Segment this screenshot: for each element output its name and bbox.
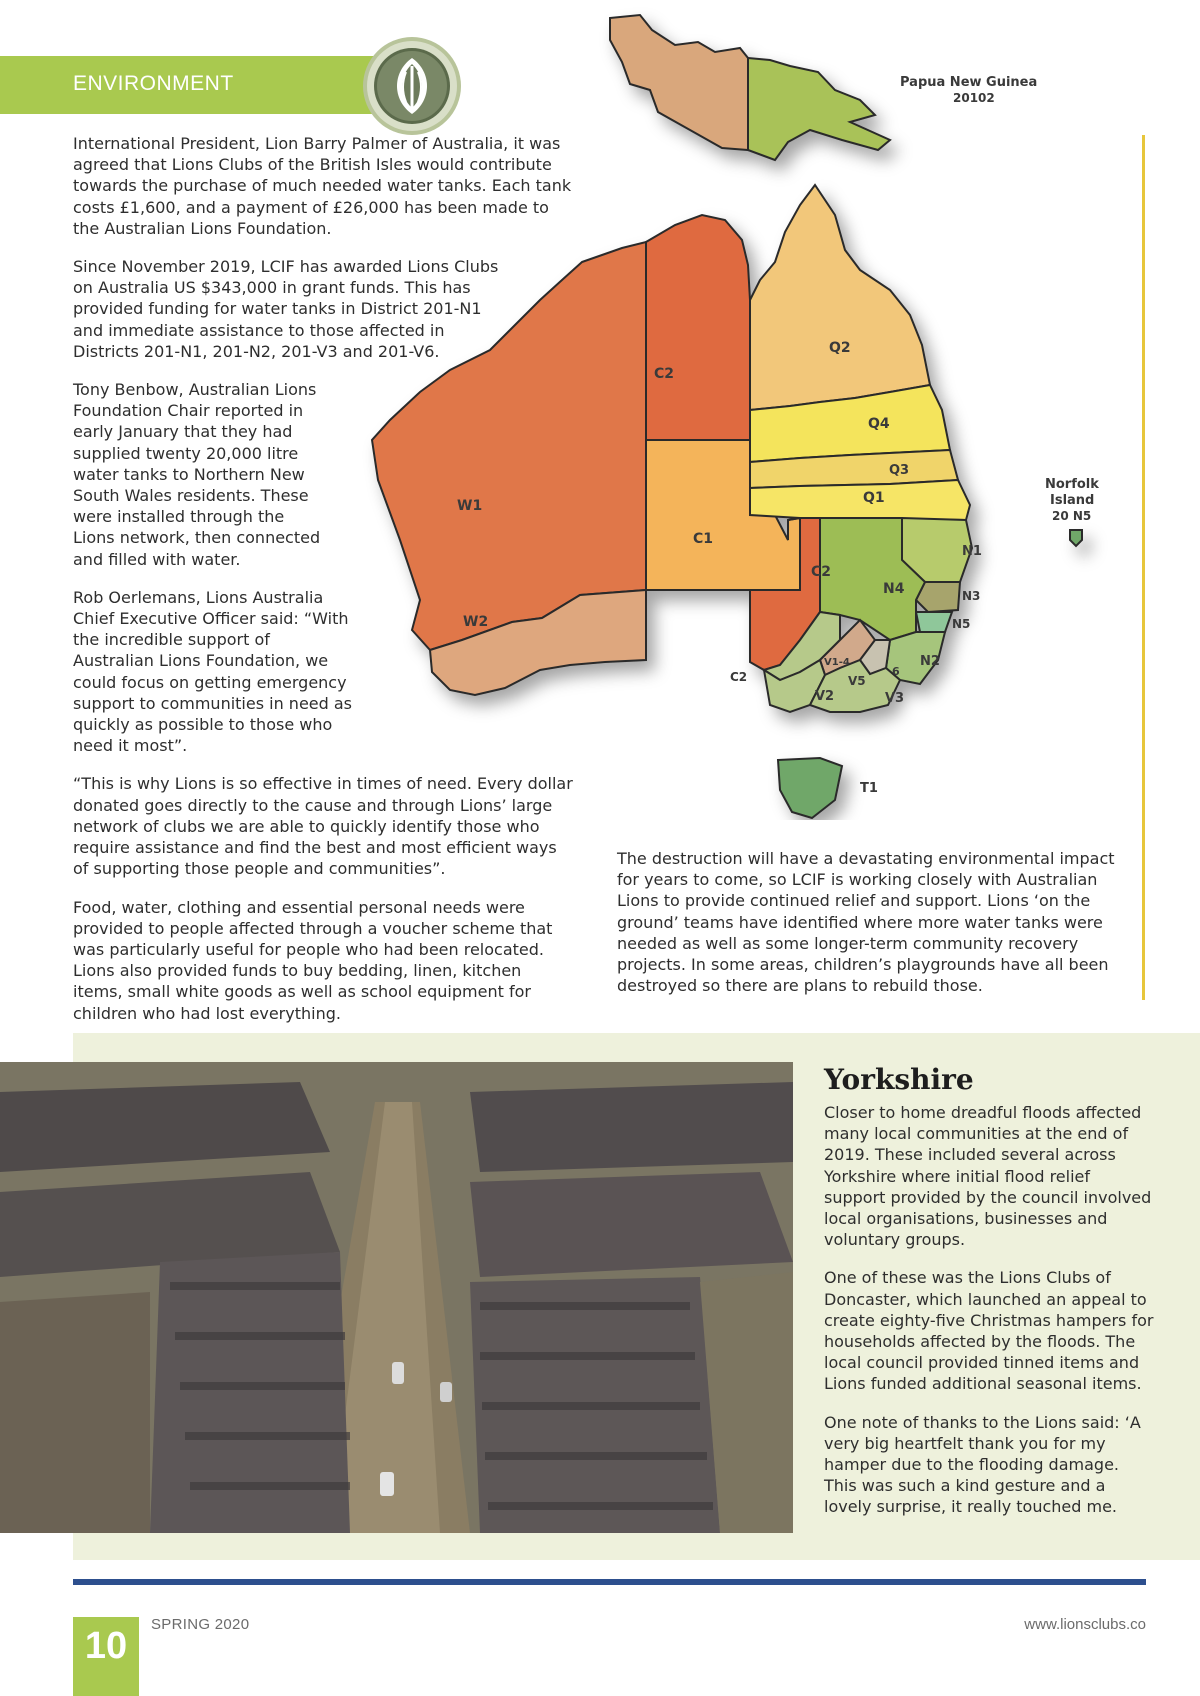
map-region-q2 — [750, 185, 930, 410]
footer-rule — [73, 1579, 1146, 1585]
map-label-w2: W2 — [463, 614, 489, 630]
map-region-png-east — [748, 58, 890, 160]
map-region-c2-north — [646, 215, 750, 440]
flooded-street-photo — [0, 1062, 793, 1533]
column-rule — [1142, 135, 1145, 1000]
map-label-c2-coast: C2 — [730, 670, 748, 684]
map-region-png-west — [610, 15, 748, 150]
article-left-column — [73, 133, 573, 1041]
article-paragraph: Since November 2019, LCIF has awarded Lions Clubs on Australia US $343,000 in grant funds. This has provided funding for water tanks in District 201-N1 and immediate assistance to those affected in Districts 201-N1, 201-N2, 201-V3 and 201-V6. — [73, 257, 499, 361]
map-label-n2: N2 — [920, 654, 940, 669]
map-label-n1: N1 — [962, 544, 982, 559]
article-paragraph: The destruction will have a devastating environmental impact for years to come, so LCIF is working closely with Australian Lions to provide continued relief and support. Lions ‘on the ground’ teams have identified where more water tanks were needed as well as some longer-term community recovery projects. In some areas, children’s playgrounds have all been destroyed so there are plans to rebuild those. — [617, 849, 1115, 996]
map-label-q4: Q4 — [868, 416, 890, 432]
map-label-norfolk-1: Norfolk — [1045, 477, 1099, 492]
map-label-c2-south: C2 — [811, 564, 832, 580]
map-label-c2: C2 — [654, 366, 675, 382]
map-region-norfolk — [1070, 530, 1082, 546]
map-label-png-code: 20102 — [953, 91, 995, 105]
map-label-6: 6 — [892, 665, 900, 678]
yorkshire-paragraph: One of these was the Lions Clubs of Doncaster, which launched an appeal to create eighty-five Christmas hampers for households affected by the floods. The local council provided tinned items and Lions funded additional seasonal items. — [824, 1268, 1154, 1394]
map-label-n3: N3 — [962, 589, 981, 603]
map-label-q1: Q1 — [863, 490, 885, 506]
section-title: ENVIRONMENT — [73, 72, 234, 95]
map-label-q3: Q3 — [889, 463, 910, 478]
article-paragraph: International President, Lion Barry Palmer of Australia, it was agreed that Lions Clubs of the British Isles would contribute towards the purchase of much needed water tanks. Each tank costs £1,600, and a payment of £26,000 has been made to the Australian Lions Foundation. — [73, 134, 572, 238]
map-label-q2: Q2 — [829, 340, 851, 356]
issue-label: SPRING 2020 — [151, 1616, 250, 1633]
map-label-norfolk-code: 20 N5 — [1052, 509, 1092, 523]
yorkshire-paragraph: One note of thanks to the Lions said: ‘A very big heartfelt thank you for my hamper due to the flooding damage. This was such a kind gesture and a lovely surprise, it really touched me. — [824, 1412, 1141, 1517]
map-label-v5: V5 — [848, 674, 866, 688]
map-label-n4: N4 — [883, 581, 905, 597]
map-region-n5 — [916, 612, 952, 632]
map-label-t1: T1 — [860, 781, 878, 796]
article-paragraph: “This is why Lions is so effective in times of need. Every dollar donated goes directly to the cause and through Lions’ large network of clubs we are able to quickly identify those who require assistance and find the best and most efficient ways of supporting those people and communities”. — [73, 774, 573, 879]
page-number: 10 — [84, 1625, 128, 1667]
yorkshire-heading: Yorkshire — [824, 1063, 974, 1096]
website-link[interactable]: www.lionsclubs.co — [1024, 1616, 1146, 1633]
yorkshire-article — [824, 1062, 1154, 1535]
map-label-v1-4: V1-4 — [824, 657, 850, 668]
yorkshire-paragraph: Closer to home dreadful floods affected many local communities at the end of 2019. These included several across Yorkshire where initial flood relief support provided by the council involved local organisations, businesses and voluntary groups. — [824, 1103, 1152, 1250]
map-region-t1 — [778, 758, 842, 818]
map-label-v3: V3 — [885, 691, 905, 706]
section-header — [0, 56, 378, 114]
article-paragraph: Rob Oerlemans, Lions Australia Chief Executive Officer said: “With the incredible support of Australian Lions Foundation, we could focus on getting emergency support to communities in need as quickly as possible to those who need it most”. — [73, 587, 353, 756]
map-label-png: Papua New Guinea — [900, 75, 1038, 90]
map-label-v2: V2 — [815, 689, 835, 704]
map-region-q1 — [750, 480, 970, 520]
article-right-column — [617, 848, 1117, 1013]
map-label-w1: W1 — [457, 498, 483, 514]
page-number-box — [73, 1617, 139, 1696]
map-label-c1: C1 — [693, 531, 714, 547]
article-paragraph: Food, water, clothing and essential personal needs were provided to people affected through a voucher scheme that was particularly useful for people who had been relocated. Lions also provided funds to buy bedding, linen, kitchen items, small white goods as well as school equipment for children who had lost everything. — [73, 897, 553, 1023]
map-label-n5: N5 — [952, 617, 971, 631]
map-label-norfolk-2: Island — [1050, 493, 1095, 508]
article-paragraph: Tony Benbow, Australian Lions Foundation Chair reported in early January that they had supplied twenty 20,000 litre water tanks to Northern New South Wales residents. These were installed through the Lions network, then connected and filled with water. — [73, 380, 321, 569]
